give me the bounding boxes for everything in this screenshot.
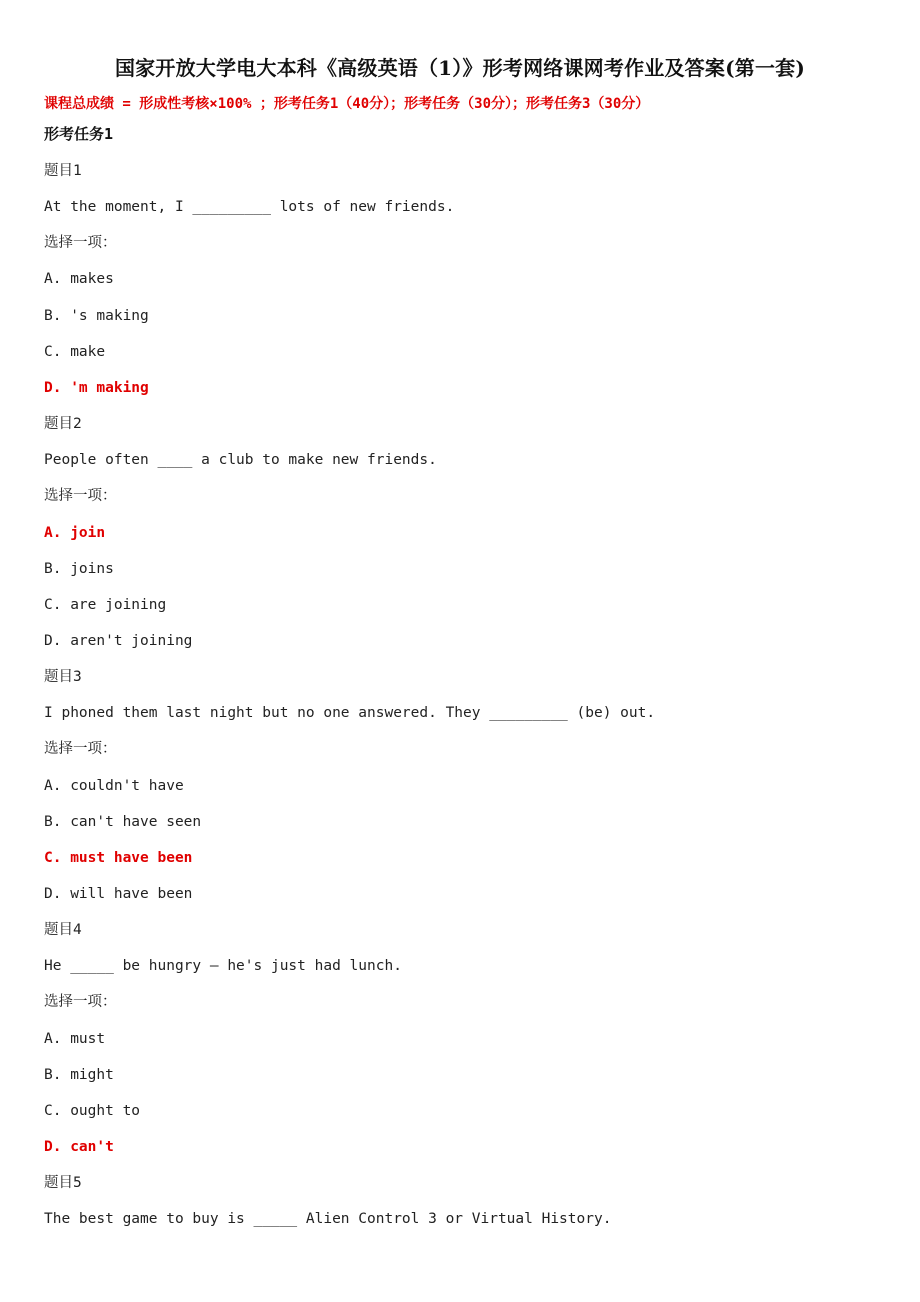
question-number: 题目2 [44,416,82,432]
answer-option: C. ought to [44,1102,141,1119]
answer-option: A. makes [44,271,114,288]
answer-option-correct: A. join [44,524,106,541]
answer-option-correct: D. can't [44,1139,114,1155]
question-stem: I phoned them last night but no one answered. They _________ (be) out. [44,705,656,722]
question-stem: At the moment, I _________ lots of new friends. [44,199,455,216]
answer-option: B. joins [44,560,114,577]
question-stem: People often ____ a club to make new friends. [44,452,437,469]
answer-option: A. couldn't have [44,777,184,794]
question-number: 题目4 [44,922,82,939]
answer-option: C. are joining [44,596,167,613]
grade-breakdown: 课程总成绩 = 形成性考核×100% ；形考任务1（40分）；形考任务（30分）；形考任务3（30分） [44,96,650,112]
answer-option-correct: D. 'm making [44,379,149,396]
answer-option: B. 's making [44,307,149,324]
answer-option: B. might [44,1066,114,1083]
choose-one-label: 选择一项： [44,235,117,252]
question-number: 题目5 [44,1175,82,1192]
answer-option: A. must [44,1030,106,1047]
answer-option: C. make [44,343,106,360]
choose-one-label: 选择一项： [44,741,117,758]
question-stem: The best game to buy is _____ Alien Control 3 or Virtual History. [44,1211,612,1228]
document-title: 国家开放大学电大本科《高级英语（1）》形考网络课网考作业及答案(第一套) [114,56,806,80]
question-stem: He _____ be hungry – he's just had lunch. [44,958,402,975]
answer-option-correct: C. must have been [44,849,193,866]
answer-option: B. can't have seen [44,813,202,830]
question-number: 题目1 [44,163,82,179]
choose-one-label: 选择一项： [44,994,117,1011]
question-number: 题目3 [44,669,82,686]
answer-option: D. will have been [44,886,193,902]
answer-option: D. aren't joining [44,633,193,649]
choose-one-label: 选择一项： [44,488,117,505]
task-heading: 形考任务1 [44,125,114,143]
